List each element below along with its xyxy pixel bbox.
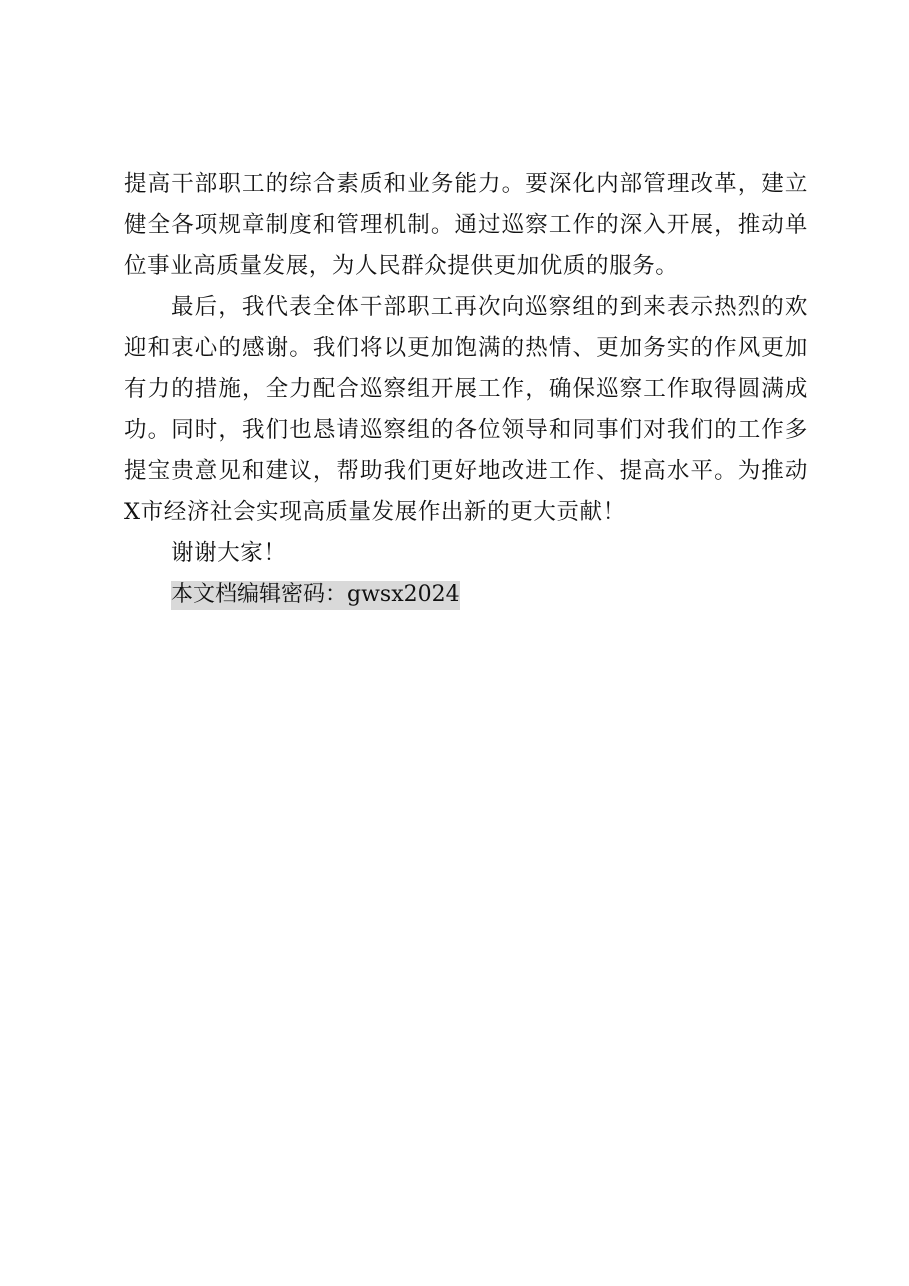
password-value: gwsx2024 <box>347 582 460 607</box>
password-note <box>124 574 808 615</box>
document-body <box>124 164 808 615</box>
password-highlight <box>171 581 460 610</box>
password-label: 本文档编辑密码： <box>171 582 348 607</box>
paragraph-thanks: 谢谢大家！ <box>171 540 287 566</box>
paragraph-closing-remarks: 最后，我代表全体干部职工再次向巡察组的到来表示热烈的欢迎和衷心的感谢。我们将以更加饱满的热情、更加务实的作风更加有力的措施，全力配合巡察组开展工作，确保巡察工作取得圆满成功。同时，我们也恳请巡察组的各位领导和同事们对我们的工作多提宝贵意见和建议，帮助我们更好地改进工作、提高水平。为推动X市经济社会实现高质量发展作出新的更大贡献！ <box>124 294 808 525</box>
paragraph-continuation: 提高干部职工的综合素质和业务能力。要深化内部管理改革，建立健全各项规章制度和管理机制。通过巡察工作的深入开展，推动单位事业高质量发展，为人民群众提供更加优质的服务。 <box>124 171 808 279</box>
